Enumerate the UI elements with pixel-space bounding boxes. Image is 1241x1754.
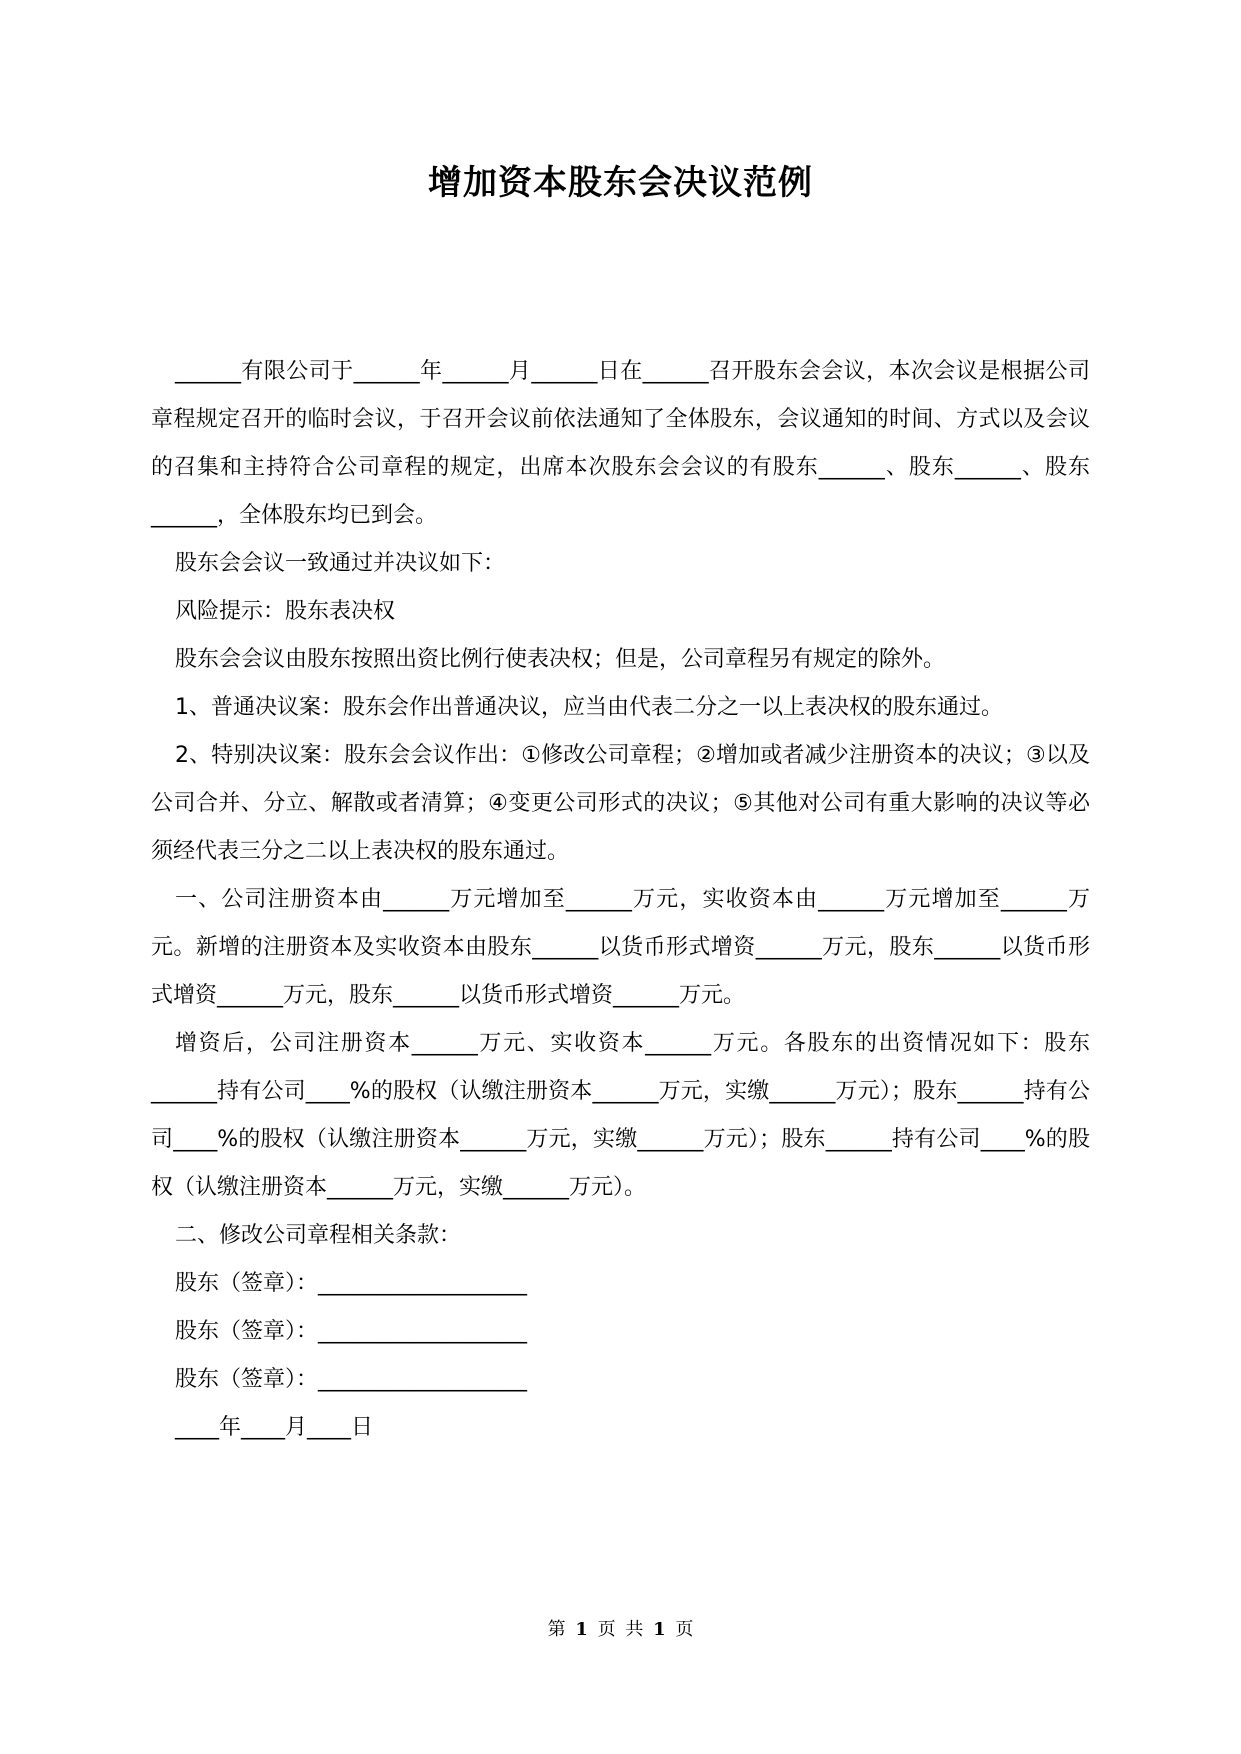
- paragraph-voting-rights: 股东会会议由股东按照出资比例行使表决权；但是，公司章程另有规定的除外。: [175, 647, 946, 672]
- paragraph-special-resolution: 2、特别决议案：股东会会议作出：①修改公司章程；②增加或者减少注册资本的决议；③以及公司合并、分立、解散或者清算；④变更公司形式的决议；⑤其他对公司有重大影响的决议等必须经代表三分之二以上表决权的股东通过。: [151, 743, 1090, 864]
- paragraph-articles-amendment: 二、修改公司章程相关条款：: [175, 1223, 462, 1248]
- footer-total-pages: 1: [653, 1619, 666, 1640]
- signature-line: 股东（签章）：___________________: [175, 1319, 528, 1344]
- paragraph-ordinary-resolution: 1、普通决议案：股东会作出普通决议，应当由代表二分之一以上表决权的股东通过。: [175, 695, 1003, 720]
- paragraph-capital-increase: 一、公司注册资本由______万元增加至______万元，实收资本由______万元增加至______万元。新增的注册资本及实收资本由股东______以货币形式增资______万元，股东______以货币形式增资______万元，股东______以货币形式增资______万元。: [151, 887, 1090, 1008]
- paragraph-risk-notice: 风险提示：股东表决权: [175, 599, 396, 624]
- date-line: ____年____月____日: [175, 1415, 374, 1440]
- paragraph-resolution-intro: 股东会会议一致通过并决议如下：: [175, 551, 506, 576]
- document-title: 增加资本股东会决议范例: [428, 163, 813, 203]
- footer-page-number: 1: [575, 1619, 588, 1640]
- signature-line: 股东（签章）：___________________: [175, 1271, 528, 1296]
- footer-suffix: 页: [675, 1619, 694, 1640]
- footer-middle: 页 共: [597, 1619, 644, 1640]
- paragraph-post-increase-capital: 增资后，公司注册资本______万元、实收资本______万元。各股东的出资情况如下：股东______持有公司____%的股权（认缴注册资本______万元，实缴______万元）；股东______持有公司____%的股权（认缴注册资本______万元，实缴______万元）；股东______持有公司____%的股权（认缴注册资本______万元，实缴______万元）。: [151, 1031, 1090, 1200]
- paragraph-meeting-notice: ______有限公司于______年______月______日在______召开股东会会议，本次会议是根据公司章程规定召开的临时会议，于召开会议前依法通知了全体股东，会议通知的时间、方式以及会议的召集和主持符合公司章程的规定，出席本次股东会会议的有股东______、股东______、股东______，全体股东均已到会。: [151, 359, 1090, 528]
- page-footer: [0, 1617, 1241, 1643]
- signature-line: 股东（签章）：___________________: [175, 1367, 528, 1392]
- footer-prefix: 第: [547, 1619, 566, 1640]
- document-body: [151, 348, 1090, 1452]
